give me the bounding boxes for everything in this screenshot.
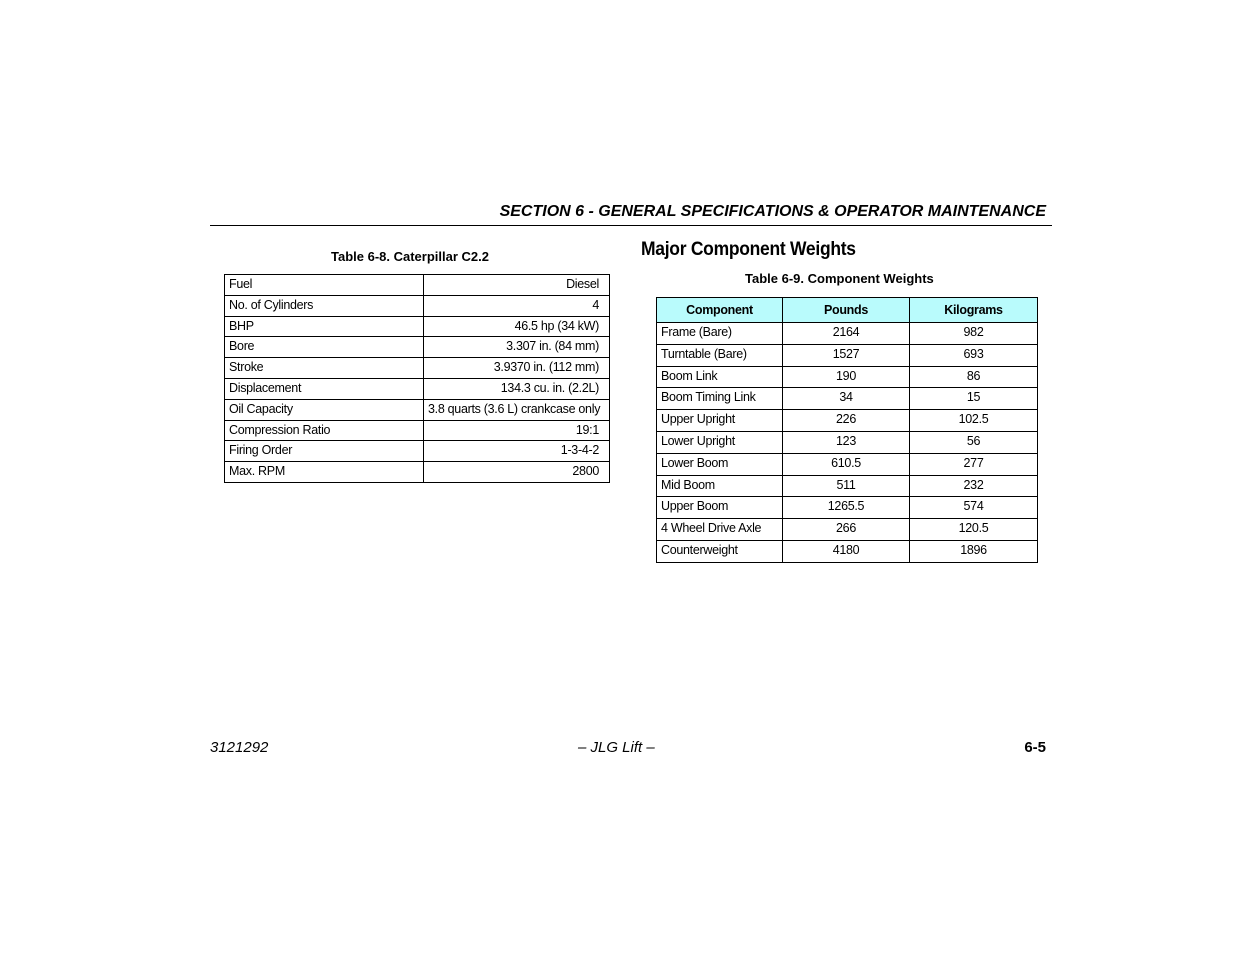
table-row xyxy=(657,519,1038,541)
weight-kilograms: 982 xyxy=(910,323,1038,345)
column-header-pounds: Pounds xyxy=(783,298,910,323)
table-row xyxy=(657,475,1038,497)
table-row xyxy=(225,316,610,337)
component-name: Upper Upright xyxy=(657,410,783,432)
column-header-kilograms: Kilograms xyxy=(910,298,1038,323)
table-row xyxy=(225,441,610,462)
spec-value: 4 xyxy=(424,295,610,316)
table-row xyxy=(657,453,1038,475)
weight-pounds: 1265.5 xyxy=(783,497,910,519)
weight-kilograms: 277 xyxy=(910,453,1038,475)
weight-kilograms: 574 xyxy=(910,497,1038,519)
table-row xyxy=(657,410,1038,432)
weights-header-row xyxy=(657,298,1038,323)
spec-label: Oil Capacity xyxy=(225,399,424,420)
component-name: Mid Boom xyxy=(657,475,783,497)
component-name: Boom Link xyxy=(657,366,783,388)
weight-pounds: 190 xyxy=(783,366,910,388)
spec-value: 3.8 quarts (3.6 L) crankcase only xyxy=(424,399,610,420)
weight-kilograms: 56 xyxy=(910,431,1038,453)
weight-pounds: 2164 xyxy=(783,323,910,345)
spec-label: No. of Cylinders xyxy=(225,295,424,316)
component-weights-table xyxy=(656,297,1038,563)
footer-brand: – JLG Lift – xyxy=(578,739,655,756)
spec-label: BHP xyxy=(225,316,424,337)
table-row xyxy=(225,420,610,441)
engine-spec-table xyxy=(224,274,610,483)
column-header-component: Component xyxy=(657,298,783,323)
component-name: Boom Timing Link xyxy=(657,388,783,410)
weight-pounds: 610.5 xyxy=(783,453,910,475)
section-header xyxy=(210,201,1052,226)
spec-label: Stroke xyxy=(225,358,424,379)
table-row xyxy=(225,358,610,379)
weights-heading: Major Component Weights xyxy=(641,239,856,260)
section-title: SECTION 6 - GENERAL SPECIFICATIONS & OPERATOR MAINTENANCE xyxy=(499,203,1046,220)
table-row xyxy=(657,431,1038,453)
spec-label: Compression Ratio xyxy=(225,420,424,441)
table-row xyxy=(657,497,1038,519)
weight-pounds: 34 xyxy=(783,388,910,410)
weight-pounds: 1527 xyxy=(783,344,910,366)
weight-pounds: 226 xyxy=(783,410,910,432)
spec-label: Bore xyxy=(225,337,424,358)
spec-label: Max. RPM xyxy=(225,462,424,483)
spec-label: Fuel xyxy=(225,275,424,296)
table-row xyxy=(225,275,610,296)
spec-value: 2800 xyxy=(424,462,610,483)
weight-pounds: 266 xyxy=(783,519,910,541)
spec-value: 3.307 in. (84 mm) xyxy=(424,337,610,358)
component-name: Lower Boom xyxy=(657,453,783,475)
table-row xyxy=(225,295,610,316)
spec-label: Firing Order xyxy=(225,441,424,462)
weight-pounds: 511 xyxy=(783,475,910,497)
table-row xyxy=(225,337,610,358)
component-name: Turntable (Bare) xyxy=(657,344,783,366)
page-number: 6-5 xyxy=(1024,739,1046,756)
component-name: Lower Upright xyxy=(657,431,783,453)
spec-value: 19:1 xyxy=(424,420,610,441)
table-row xyxy=(657,366,1038,388)
weight-kilograms: 86 xyxy=(910,366,1038,388)
table-row xyxy=(657,388,1038,410)
weight-pounds: 4180 xyxy=(783,540,910,562)
weight-kilograms: 1896 xyxy=(910,540,1038,562)
component-name: 4 Wheel Drive Axle xyxy=(657,519,783,541)
spec-value: 134.3 cu. in. (2.2L) xyxy=(424,378,610,399)
weight-kilograms: 232 xyxy=(910,475,1038,497)
spec-value: 46.5 hp (34 kW) xyxy=(424,316,610,337)
weight-kilograms: 120.5 xyxy=(910,519,1038,541)
weight-kilograms: 15 xyxy=(910,388,1038,410)
spec-value: Diesel xyxy=(424,275,610,296)
weight-pounds: 123 xyxy=(783,431,910,453)
component-name: Frame (Bare) xyxy=(657,323,783,345)
doc-number: 3121292 xyxy=(210,739,269,756)
table-row xyxy=(657,540,1038,562)
table-row xyxy=(225,378,610,399)
weights-table-caption: Table 6-9. Component Weights xyxy=(745,271,934,286)
weight-kilograms: 102.5 xyxy=(910,410,1038,432)
spec-value: 3.9370 in. (112 mm) xyxy=(424,358,610,379)
engine-table-caption: Table 6-8. Caterpillar C2.2 xyxy=(331,249,489,264)
table-row xyxy=(657,344,1038,366)
component-name: Counterweight xyxy=(657,540,783,562)
spec-value: 1-3-4-2 xyxy=(424,441,610,462)
component-name: Upper Boom xyxy=(657,497,783,519)
spec-label: Displacement xyxy=(225,378,424,399)
table-row xyxy=(657,323,1038,345)
table-row xyxy=(225,399,610,420)
weight-kilograms: 693 xyxy=(910,344,1038,366)
table-row xyxy=(225,462,610,483)
